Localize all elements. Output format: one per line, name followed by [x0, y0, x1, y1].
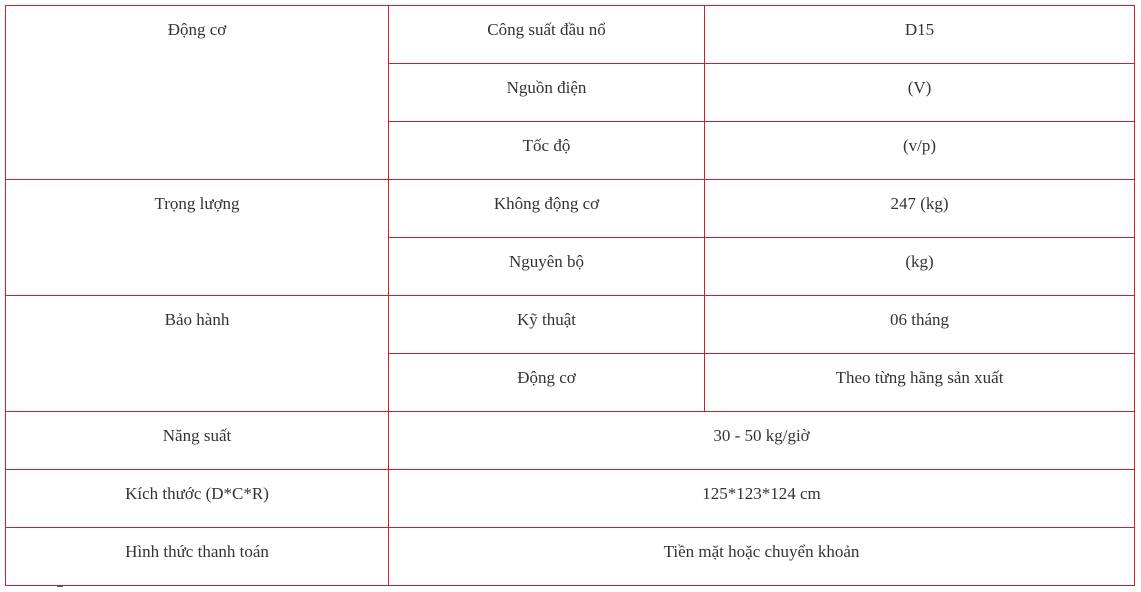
- spec-key-cell: [389, 238, 705, 296]
- spec-key: Động cơ: [517, 368, 576, 387]
- table-row: [6, 6, 1135, 64]
- spec-key-cell: [389, 180, 705, 238]
- spec-value: 06 tháng: [889, 310, 950, 329]
- spec-value: 125*123*124 cm: [702, 484, 821, 503]
- spec-value-cell: [705, 122, 1135, 180]
- group-label-cell: [6, 296, 389, 412]
- group-label: Trọng lượng: [154, 194, 240, 213]
- spec-value: (kg): [905, 252, 934, 271]
- spec-key: Kỹ thuật: [516, 310, 577, 329]
- spec-value-cell: [705, 64, 1135, 122]
- spec-key: Tốc độ: [522, 136, 571, 155]
- group-label: Bảo hành: [164, 310, 230, 329]
- spec-value-cell: [705, 238, 1135, 296]
- spec-value: (v/p): [902, 136, 937, 155]
- group-label: Năng suất: [162, 426, 232, 445]
- spec-value: 30 - 50 kg/giờ: [713, 426, 810, 445]
- table-row: [6, 296, 1135, 354]
- spec-value-cell: [389, 412, 1135, 470]
- spec-key-cell: [389, 296, 705, 354]
- clipped-text-fragment: [57, 586, 63, 589]
- spec-value-cell: [705, 296, 1135, 354]
- spec-key-cell: [389, 64, 705, 122]
- spec-key-cell: [389, 122, 705, 180]
- spec-value: 247 (kg): [890, 194, 949, 213]
- spec-value-cell: [705, 6, 1135, 64]
- group-label: Động cơ: [167, 20, 227, 39]
- spec-value-cell: [389, 470, 1135, 528]
- spec-value: D15: [904, 20, 935, 39]
- spec-value: (V): [907, 78, 932, 97]
- group-label-cell: [6, 412, 389, 470]
- spec-value-cell: [389, 528, 1135, 586]
- spec-value-cell: [705, 180, 1135, 238]
- spec-key-cell: [389, 354, 705, 412]
- table-row: [6, 180, 1135, 238]
- group-label: Kích thước (D*C*R): [125, 484, 269, 503]
- table-row: [6, 470, 1135, 528]
- spec-key: Công suất đầu nổ: [487, 20, 606, 39]
- spec-value: Theo từng hãng sản xuất: [835, 368, 1004, 387]
- group-label-cell: [6, 6, 389, 180]
- spec-key: Không động cơ: [493, 194, 600, 213]
- spec-value: Tiền mặt hoặc chuyển khoản: [663, 542, 860, 561]
- spec-value-cell: [705, 354, 1135, 412]
- spec-key: Nguồn điện: [506, 78, 587, 97]
- spec-key-cell: [389, 6, 705, 64]
- table-row: [6, 412, 1135, 470]
- table-row: [6, 528, 1135, 586]
- group-label-cell: [6, 180, 389, 296]
- group-label-cell: [6, 470, 389, 528]
- group-label: Hình thức thanh toán: [125, 542, 269, 561]
- spec-key: Nguyên bộ: [508, 252, 585, 271]
- spec-table: [5, 5, 1135, 586]
- group-label-cell: [6, 528, 389, 586]
